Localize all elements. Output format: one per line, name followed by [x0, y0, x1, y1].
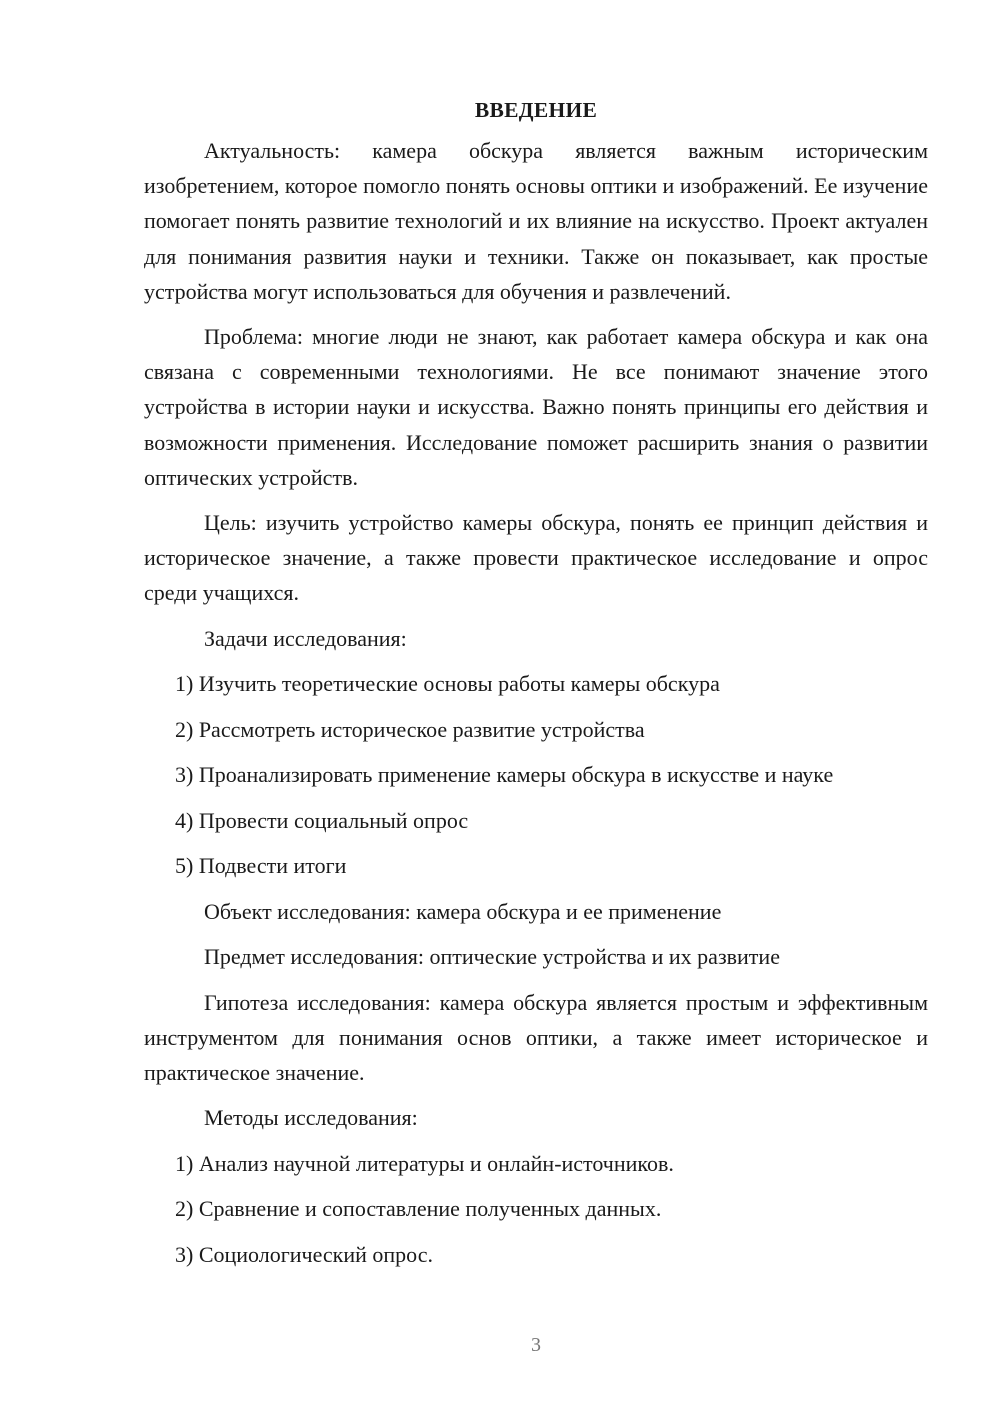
- page-title: ВВЕДЕНИЕ: [474, 98, 598, 122]
- list-item: 3) Социологический опрос.: [175, 1241, 433, 1267]
- list-item: 1) Изучить теоретические основы работы камеры обскура: [175, 671, 720, 697]
- list-item: 2) Рассмотреть историческое развитие устройства: [175, 716, 645, 742]
- tasks-list: [144, 666, 928, 883]
- paragraph-object: Объект исследования: камера обскура и ее применение: [204, 898, 722, 924]
- paragraph-goal: Цель: изучить устройство камеры обскура, понять ее принцип действия и историческое значение, а также провести практическое исследование и опрос среди учащихся.: [144, 510, 928, 606]
- paragraph-problem: Проблема: многие люди не знают, как работает камера обскура и как она связана с современными технологиями. Не все понимают значение этого устройства в истории науки и искусства. Важно понять принципы его действия и возможности применения. Исследование поможет расширить знания о развитии оптических устройств.: [144, 324, 928, 490]
- page-number: 3: [531, 1334, 541, 1356]
- list-item: 5) Подвести итоги: [175, 853, 347, 879]
- methods-heading: Методы исследования:: [204, 1105, 418, 1131]
- paragraph-hypothesis: Гипотеза исследования: камера обскура является простым и эффективным инструментом для понимания основ оптики, а также имеет историческое и практическое значение.: [144, 989, 928, 1086]
- page-content: [144, 93, 928, 1282]
- list-item: 4) Провести социальный опрос: [175, 807, 469, 833]
- list-item: 2) Сравнение и сопоставление полученных данных.: [175, 1196, 662, 1222]
- list-item: 1) Анализ научной литературы и онлайн-источников.: [175, 1150, 674, 1176]
- tasks-heading: Задачи исследования:: [204, 625, 407, 651]
- paragraph-relevance: Актуальность: камера обскура является важным историческим изобретением, которое помогло понять основы оптики и изображений. Ее изучение помогает понять развитие технологий и их влияние на искусство. Проект актуален для понимания развития науки и техники. Также он показывает, как простые устройства могут использоваться для обучения и развлечений.: [144, 138, 928, 304]
- paragraph-subject: Предмет исследования: оптические устройства и их развитие: [204, 944, 780, 970]
- methods-list: [144, 1146, 928, 1272]
- list-item: 3) Проанализировать применение камеры обскура в искусстве и науке: [175, 762, 834, 788]
